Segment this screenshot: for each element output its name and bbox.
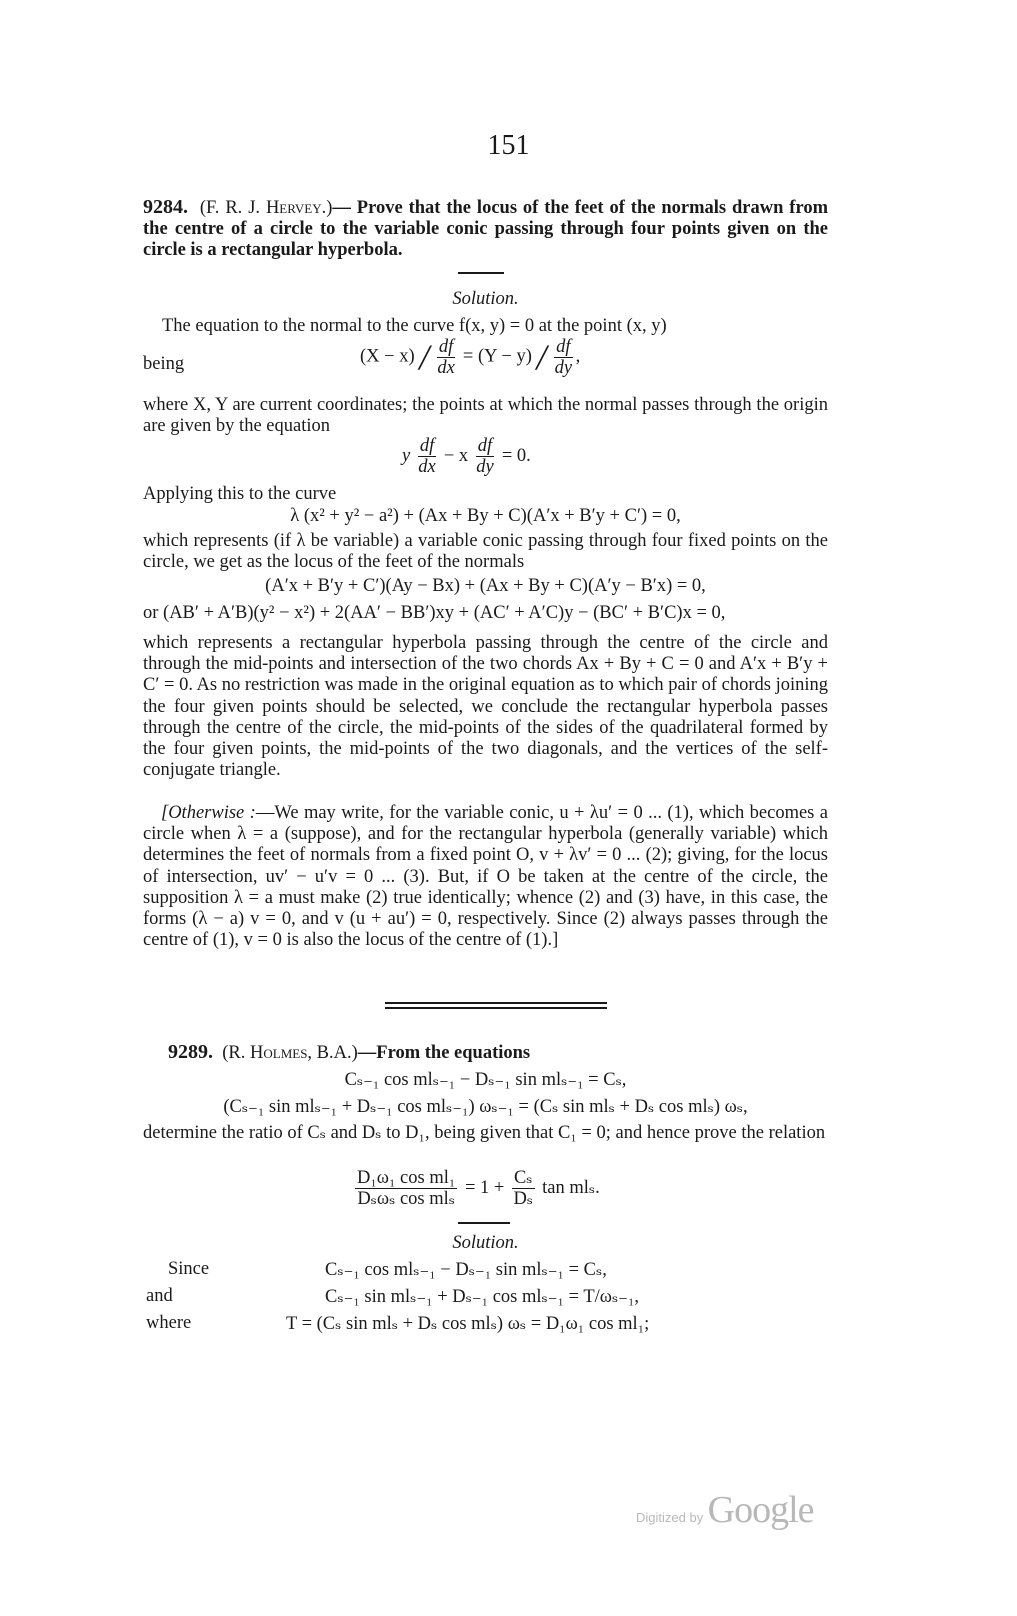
eq-part: , [575,346,581,367]
solution-heading: Solution. [452,1233,519,1253]
watermark-prefix: Digitized by [636,1510,704,1525]
denominator: dy [554,357,573,378]
fraction [355,1168,457,1209]
problem-number: 9284. [143,196,188,218]
and-label: and [146,1286,173,1306]
solution-line-2: where X, Y are current coordinates; the points at which the normal passes through the origin are given by the equation [143,395,828,437]
fraction [437,337,455,378]
where-label: where [146,1313,192,1333]
and-equation: Cₛ₋₁ sin mlₛ₋₁ + Dₛ₋₁ cos mlₛ₋₁ = T/ωₛ₋₁, [325,1287,640,1307]
short-divider [458,272,504,274]
eq-part: = 1 + [464,1177,505,1198]
numerator: df [477,436,493,456]
or-equation: or (AB′ + A′B)(y² − x²) + 2(AA′ − BB′)xy + (AC′ + A′C)y − (BC′ + B′C)x = 0, [143,603,726,623]
author-open: (F. R. J. [199,198,266,218]
page-number: 151 [487,130,530,161]
eq-part: − x [443,445,469,466]
author-close: , B.A.) [307,1043,358,1063]
curve-equation: λ (x² + y² − a²) + (Ax + By + C)(A′x + B′y + C′) = 0, [290,506,681,526]
author-name: Hervey [265,198,322,218]
given-equation-2: (Cₛ₋₁ sin mlₛ₋₁ + Dₛ₋₁ cos mlₛ₋₁) ωₛ₋₁ = (Cₛ sin mlₛ + Dₛ cos mlₛ) ωₛ, [223,1097,748,1117]
problem-9284-statement [143,197,828,262]
fraction [554,337,572,378]
fraction [512,1168,535,1209]
origin-equation [402,436,531,477]
denominator: dy [476,457,494,477]
eq-part: tan mlₛ. [542,1177,600,1198]
solution-line-4: which represents (if λ be variable) a variable conic passing through four fixed points on the circle, we get as the locus of the feet of the normals [143,531,828,573]
short-divider [458,1222,510,1224]
solution-paragraph: which represents a rectangular hyperbola passing through the centre of the circle and through the mid-points and intersection of the two chords Ax + By + C = 0 and A′x + B′y + C′ = 0. As no restriction was made in the original equation as to which pair of chords joining the four given points should be selected, we conclude the rectangular hyperbola passes through the centre of the circle, the mid-points of the sides of the quadrilateral formed by the four given points, the mid-points of the two diagonals, and the vertices of the self-conjugate triangle. [143,633,828,781]
otherwise-paragraph [143,803,828,951]
denominator: Dₛωₛ cos mlₛ [357,1189,455,1209]
eq-part: y [402,445,411,466]
problem-9289-text: determine the ratio of Cₛ and Dₛ to D₁, being given that C₁ = 0; and hence prove the relation [143,1123,826,1143]
eq-part: (X − x) [360,346,415,367]
locus-equation: (A′x + B′y + C′)(Ay − Bx) + (Ax + By + C)(A′y − B′x) = 0, [265,576,706,596]
divide-sign: / [419,337,430,377]
otherwise-text: —We may write, for the variable conic, u + λu′ = 0 ... (1), which becomes a circle when λ = a (suppose), and for the rectangular hyperbola (generally variable) which determines the feet of normals from a fixed point O, v + λv′ = 0 ... (2); giving, for the locus of intersection, uv′ − u′v = 0 ... (3). But, if O be taken at the centre of the circle, the supposition λ = a must make (2) true identically; whence (2) and (3) have, in this case, the forms (λ − a) v = 0, and v (u + au′) = 0, respectively. Since (2) always passes through the centre of (1), v = 0 is also the locus of the centre of (1).] [143,803,828,951]
relation-equation [352,1168,600,1209]
author-close: .) [321,198,333,218]
eq-part: = 0. [501,445,531,466]
problem-text: — Prove that the locus of the feet of the normals drawn from the centre of a circle to the variable conic passing through four points given on the circle is a rectangular hyperbola. [143,198,829,261]
problem-number: 9289. [168,1041,213,1063]
denominator: dx [418,457,436,477]
since-label: Since [168,1259,210,1279]
numerator: df [438,336,454,357]
solution-line-1: The equation to the normal to the curve f(x, y) = 0 at the point (x, y) [162,316,667,336]
solution-line-3: Applying this to the curve [143,484,337,504]
numerator: Cₛ [513,1168,533,1188]
since-equation: Cₛ₋₁ cos mlₛ₋₁ − Dₛ₋₁ sin mlₛ₋₁ = Cₛ, [325,1260,607,1280]
normal-equation [360,336,580,378]
solution-heading: Solution. [452,289,519,309]
watermark-logo: Google [707,1489,814,1531]
problem-intro: —From the equations [357,1043,531,1063]
fraction [476,436,494,477]
being-label: being [143,354,185,374]
where-equation: T = (Cₛ sin mlₛ + Dₛ cos mlₛ) ωₛ = D₁ω₁ cos ml₁; [286,1314,650,1334]
otherwise-label: [Otherwise : [161,803,256,823]
author-open: (R. [222,1043,250,1063]
numerator: df [419,436,435,456]
given-equation-1: Cₛ₋₁ cos mlₛ₋₁ − Dₛ₋₁ sin mlₛ₋₁ = Cₛ, [344,1070,627,1090]
double-rule-top [385,1002,607,1004]
numerator: df [556,336,571,357]
author-name: Holmes [250,1043,308,1063]
eq-part: = (Y − y) [462,346,532,367]
fraction [418,436,436,477]
problem-9289-header [168,1042,828,1064]
numerator: D₁ω₁ cos ml₁ [357,1168,456,1188]
denominator: Dₛ [513,1189,534,1209]
denominator: dx [437,357,455,378]
digitized-watermark [636,1488,814,1532]
double-rule-bottom [385,1007,607,1009]
divide-sign: / [536,337,547,377]
